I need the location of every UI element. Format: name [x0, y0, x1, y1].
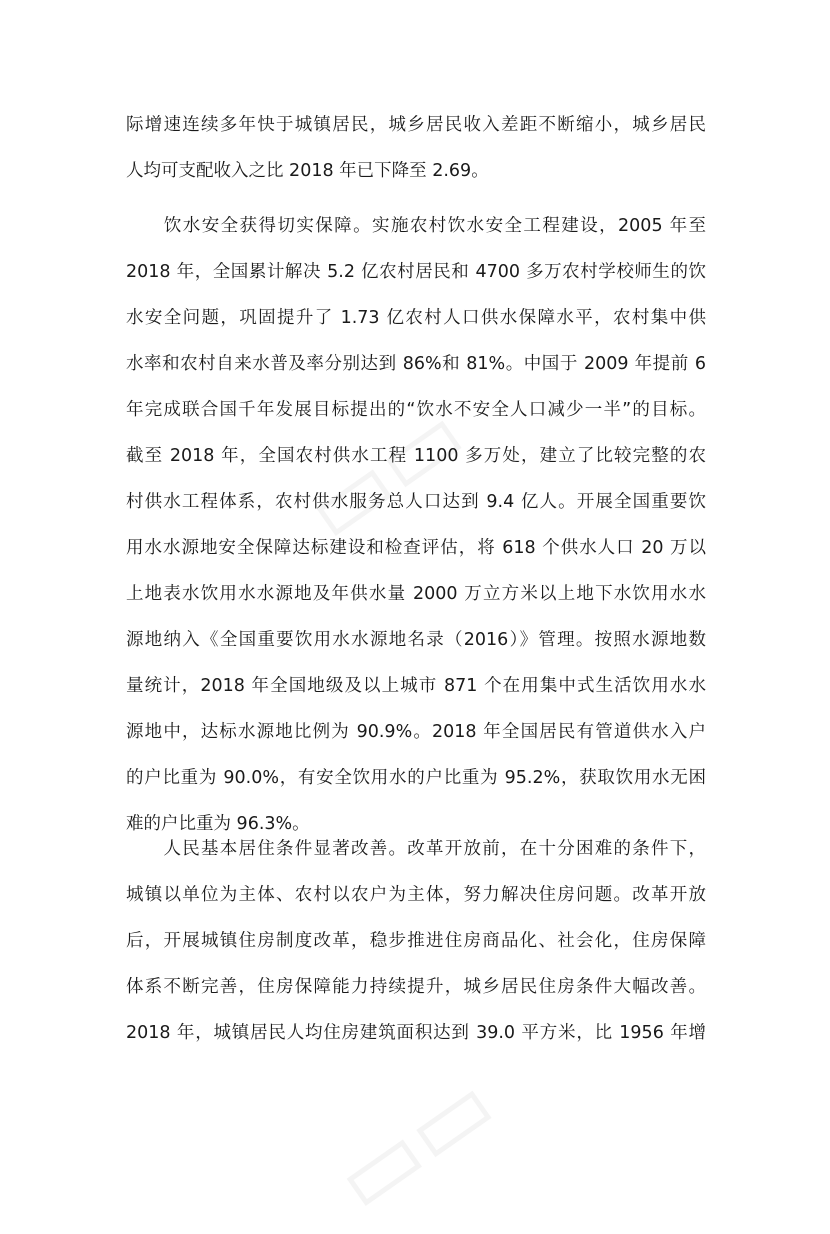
text-line: 际增速连续多年快于城镇居民，城乡居民收入差距不断缩小，城乡居民 [126, 115, 706, 135]
text-line: 水安全问题，巩固提升了 1.73 亿农村人口供水保障水平，农村集中供 [126, 308, 706, 328]
text-line: 2018 年，城镇居民人均住房建筑面积达到 39.0 平方米，比 1956 年增 [126, 1023, 706, 1043]
text-line: 量统计，2018 年全国地级及以上城市 871 个在用集中式生活饮用水水 [126, 676, 706, 696]
text-line: 村供水工程体系，农村供水服务总人口达到 9.4 亿人。开展全国重要饮 [126, 492, 706, 512]
text-line: 城镇以单位为主体、农村以农户为主体，努力解决住房问题。改革开放 [126, 885, 706, 905]
text-line: 体系不断完善，住房保障能力持续提升，城乡居民住房条件大幅改善。 [126, 977, 706, 997]
text-line: 用水水源地安全保障达标建设和检查评估，将 618 个供水人口 20 万以 [126, 538, 706, 558]
watermark [315, 1051, 515, 1234]
text-line: 水率和农村自来水普及率分别达到 86%和 81%。中国于 2009 年提前 6 [126, 354, 706, 374]
paragraph-income-gap [126, 102, 706, 194]
text-line: 源地纳入《全国重要饮用水水源地名录（2016）》管理。按照水源地数 [126, 630, 706, 650]
text-line: 年完成联合国千年发展目标提出的“饮水不安全人口减少一半”的目标。 [126, 400, 706, 420]
paragraph-housing [126, 826, 706, 1056]
text-line: 源地中，达标水源地比例为 90.9%。2018 年全国居民有管道供水入户 [126, 722, 706, 742]
text-line: 难的户比重为 96.3%。 [126, 814, 310, 834]
text-line: 2018 年，全国累计解决 5.2 亿农村居民和 4700 多万农村学校师生的饮 [126, 262, 706, 282]
text-line: 后，开展城镇住房制度改革，稳步推进住房商品化、社会化，住房保障 [126, 931, 706, 951]
text-line: 的户比重为 90.0%，有安全饮用水的户比重为 95.2%，获取饮用水无困 [126, 768, 706, 788]
text-line: 截至 2018 年，全国农村供水工程 1100 多万处，建立了比较完整的农 [126, 446, 706, 466]
text-line: 人民基本居住条件显著改善。改革开放前，在十分困难的条件下， [126, 839, 706, 859]
text-line: 上地表水饮用水水源地及年供水量 2000 万立方米以上地下水饮用水水 [126, 584, 706, 604]
text-line: 人均可支配收入之比 2018 年已下降至 2.69。 [126, 161, 489, 181]
paragraph-drinking-water [126, 203, 706, 847]
text-line: 饮水安全获得切实保障。实施农村饮水安全工程建设，2005 年至 [126, 216, 706, 236]
